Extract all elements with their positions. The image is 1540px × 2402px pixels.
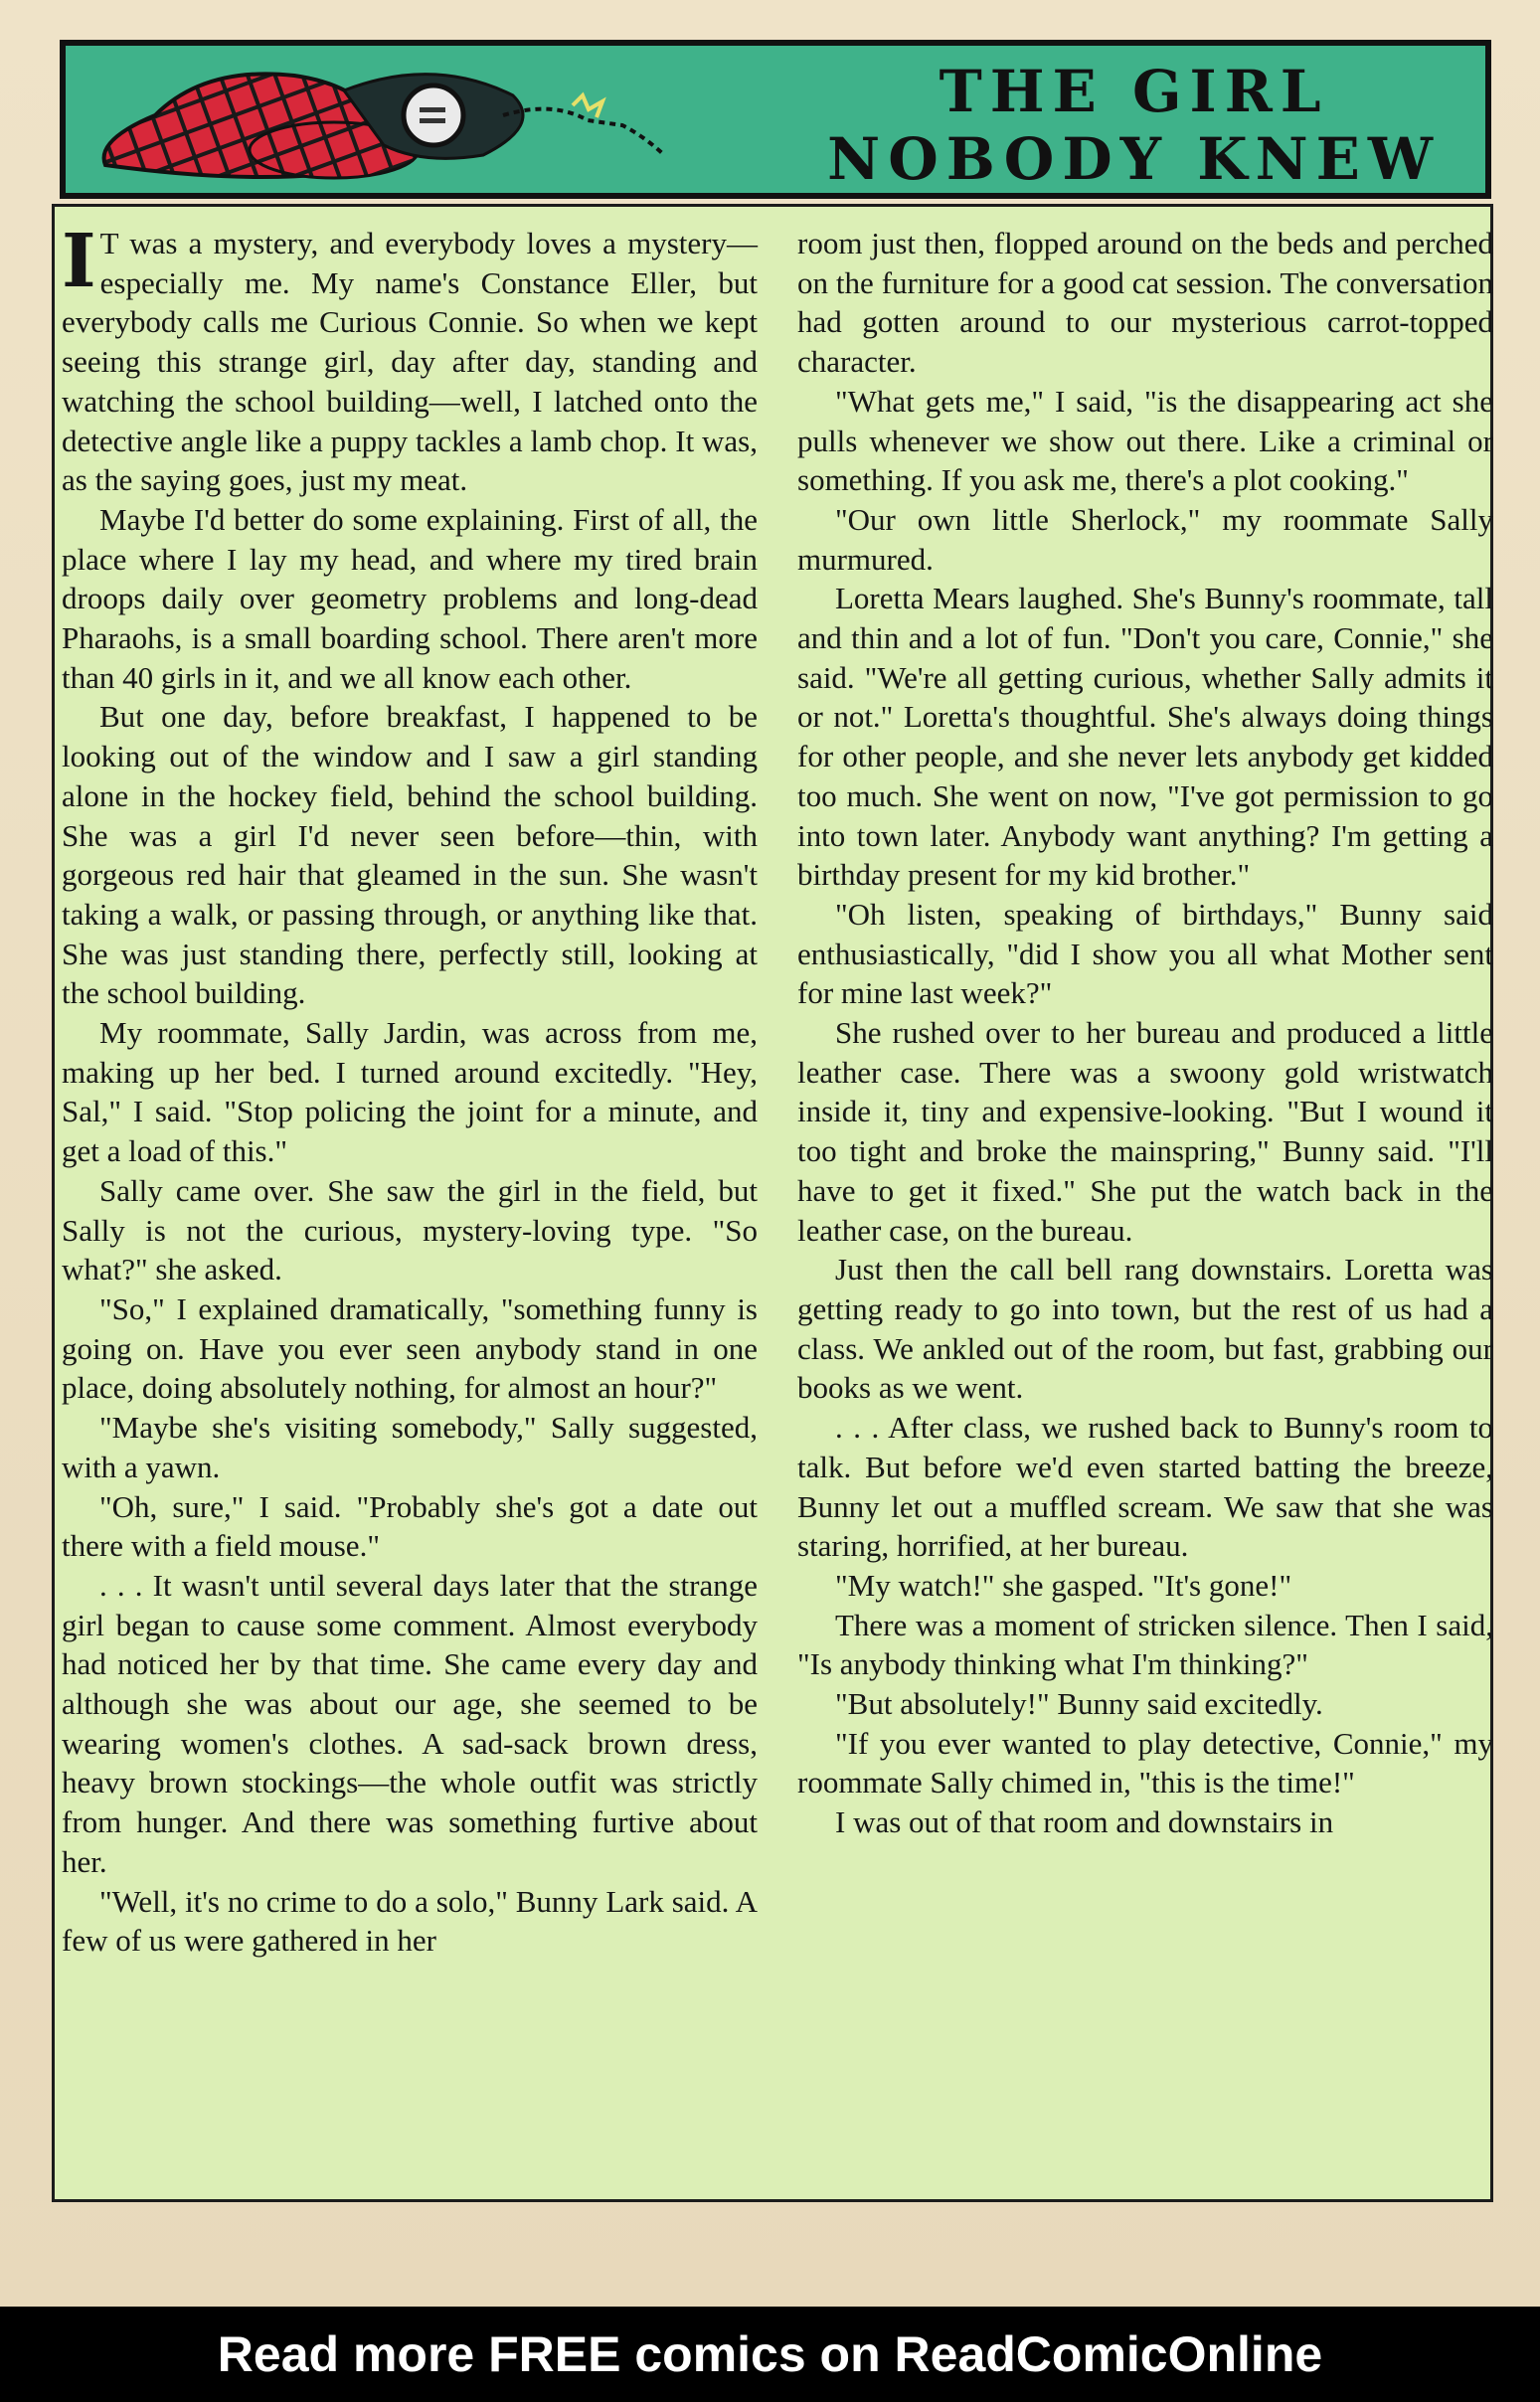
paragraph: Maybe I'd better do some explaining. First of all, the place where I lay my head, and where my tired brain droops daily over geometry problems and long-dead Pharaohs, is a small boarding school. There aren't more than 40 girls in it, and we all know each other.: [62, 501, 758, 695]
story-columns: [62, 219, 1493, 2192]
paragraph: "Our own little Sherlock," my roommate Sally murmured.: [797, 501, 1493, 577]
title-line-1: THE GIRL: [939, 58, 1329, 125]
paragraph: Just then the call bell rang downstairs. Loretta was getting ready to go into town, but the rest of us had a class. We ankled out of the room, but fast, grabbing our books as we went.: [797, 1252, 1493, 1406]
paragraph: "What gets me," I said, "is the disappearing act she pulls whenever we show out there. Like a criminal or something. If you ask me, there's a plot cooking.": [797, 383, 1493, 498]
paragraph: There was a moment of stricken silence. Then I said, "Is anybody thinking what I'm thinking?": [797, 1607, 1493, 1682]
paragraph: "If you ever wanted to play detective, Connie," my roommate Sally chimed in, "this is the time!": [797, 1725, 1493, 1801]
paragraph: "My watch!" she gasped. "It's gone!": [835, 1567, 1292, 1603]
paragraph: "Maybe she's visiting somebody," Sally suggested, with a yawn.: [62, 1410, 758, 1484]
paragraph: "But absolutely!" Bunny said excitedly.: [835, 1686, 1323, 1722]
paragraph: I T was a mystery, and everybody loves a mystery—especially me. My name's Constance Eller, but everybody calls me Curious Connie. So when we kept seeing this strange girl, day after day, standing and watching the school building—well, I latched onto the detective angle like a puppy tackles a lamb chop. It was, as the saying goes, just my meat.: [62, 219, 758, 498]
story-title: [827, 58, 1441, 193]
paragraph: . . . It wasn't until several days later that the strange girl began to cause some comment. Almost everybody had noticed her by that time. She came every day and although she was about our age, she seemed to be wearing women's clothes. A sad-sack brown dress, heavy brown stockings—the whole outfit was strictly from hunger. And there was something furtive about her.: [62, 1567, 758, 1879]
paragraph: Loretta Mears laughed. She's Bunny's roommate, tall and thin and a lot of fun. "Don't you care, Connie," she said. "We're all getting curious, whether Sally admits it or not." Loretta's thoughtful. She's always doing things for other people, and she never lets anybody get kidded too much. She went on now, "I've got permission to go into town later. Anybody want anything? I'm getting a birthday present for my kid brother.": [797, 581, 1493, 893]
story-header-banner: [60, 40, 1491, 199]
paragraph: She rushed over to her bureau and produced a little leather case. There was a swoony gold wristwatch inside it, tiny and expensive-looking. "But I wound it too tight and broke the mainspring," Bunny said. "I'll have to get it fixed." She put the watch back in the leather case, on the bureau.: [797, 1015, 1493, 1248]
drop-cap: I: [62, 219, 96, 304]
paragraph: "Oh listen, speaking of birthdays," Bunny said enthusiastically, "did I show you all what Mother sent for mine last week?": [797, 896, 1493, 1011]
paragraph: "Well, it's no crime to do a solo," Bunny Lark said. A few of us were gathered in her: [62, 1883, 758, 1959]
deerstalker-hat-magnifier-icon: [86, 46, 722, 199]
paragraph: "So," I explained dramatically, "something funny is going on. Have you ever seen anybody stand in one place, doing absolutely nothing, for almost an hour?": [62, 1290, 758, 1406]
paragraph: But one day, before breakfast, I happened to be looking out of the window and I saw a girl standing alone in the hockey field, behind the school building. She was a girl I'd never seen before—thin, with gorgeous red hair that gleamed in the sun. She wasn't taking a walk, or passing through, or anything like that. She was just standing there, perfectly still, looking at the school building.: [62, 699, 758, 1011]
left-column: [62, 219, 758, 2192]
paragraph: room just then, flopped around on the beds and perched on the furniture for a good cat session. The conversation had gotten around to our mysterious carrot-topped character.: [797, 226, 1493, 380]
paragraph: I was out of that room and downstairs in: [835, 1804, 1334, 1840]
paragraph: My roommate, Sally Jardin, was across from me, making up her bed. I turned around excitedly. "Hey, Sal," I said. "Stop policing the joint for a minute, and get a load of this.": [62, 1015, 758, 1169]
footer-banner: [0, 2307, 1540, 2402]
right-column: [797, 224, 1493, 2192]
paragraph: . . . After class, we rushed back to Bunny's room to talk. But before we'd even started batting the breeze, Bunny let out a muffled scream. We saw that she was staring, horrified, at her bureau.: [797, 1410, 1493, 1564]
paragraph: Sally came over. She saw the girl in the field, but Sally is not the curious, mystery-loving type. "So what?" she asked.: [62, 1172, 758, 1287]
read-more-link[interactable]: Read more FREE comics on ReadComicOnline: [217, 2326, 1323, 2382]
title-line-2: NOBODY KNEW: [827, 125, 1441, 193]
paragraph: "Oh, sure," I said. "Probably she's got a date out there with a field mouse.": [62, 1488, 758, 1564]
